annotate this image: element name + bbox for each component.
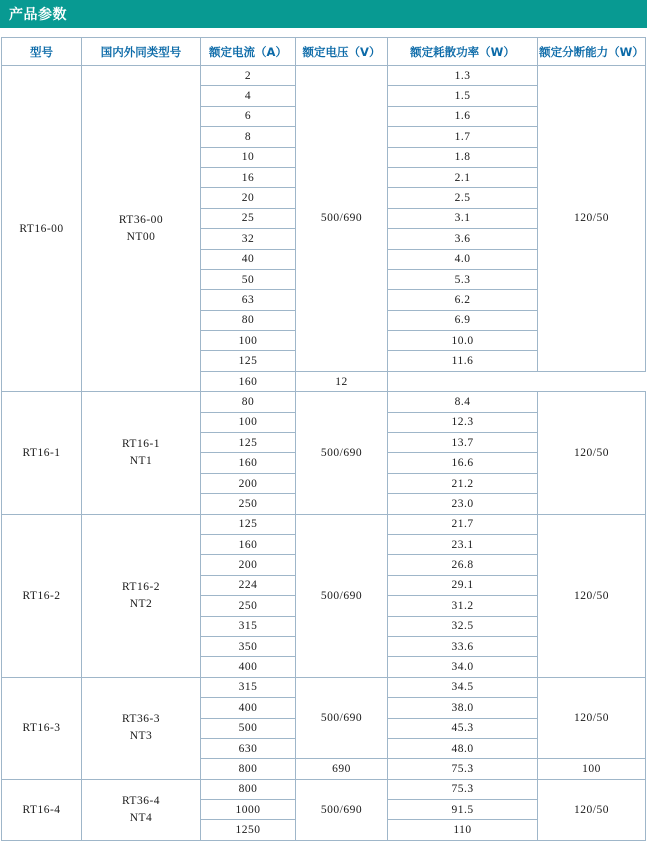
cell-rated-dissipation: 32.5: [388, 616, 538, 636]
equivalent-model-line: RT36-3: [121, 713, 161, 726]
cell-rated-current: 8: [201, 127, 296, 147]
cell-rated-current: 800: [201, 779, 296, 799]
cell-equivalent-models: [82, 392, 201, 514]
cell-rated-dissipation: 1.3: [388, 66, 538, 86]
cell-model: RT16-4: [2, 779, 82, 840]
cell-rated-dissipation: 34.0: [388, 657, 538, 677]
cell-rated-current: 100: [201, 412, 296, 432]
cell-rated-current: 6: [201, 106, 296, 126]
cell-model: RT16-2: [2, 514, 82, 677]
cell-rated-current: 250: [201, 596, 296, 616]
cell-rated-dissipation: 21.7: [388, 514, 538, 534]
table-body: [2, 66, 646, 841]
cell-model: RT16-00: [2, 66, 82, 392]
cell-rated-current: 16: [201, 167, 296, 187]
column-header-rated-current: 额定电流（A）: [201, 38, 296, 66]
cell-rated-dissipation: 8.4: [388, 392, 538, 412]
cell-rated-voltage: 500/690: [296, 66, 388, 372]
cell-rated-voltage: 500/690: [296, 392, 388, 514]
cell-rated-dissipation: 1.6: [388, 106, 538, 126]
cell-rated-dissipation: 48.0: [388, 738, 538, 758]
cell-rated-current: 100: [201, 331, 296, 351]
cell-rated-dissipation: 2.1: [388, 167, 538, 187]
cell-rated-dissipation: 110: [388, 820, 538, 840]
cell-rated-current: 4: [201, 86, 296, 106]
cell-rated-dissipation: 34.5: [388, 677, 538, 697]
cell-breaking-capacity: 120/50: [538, 514, 646, 677]
cell-rated-dissipation: 11.6: [388, 351, 538, 371]
table-row: [2, 779, 646, 799]
cell-rated-current: 160: [201, 453, 296, 473]
equivalent-model-line: NT2: [129, 597, 153, 610]
cell-rated-dissipation: 12.3: [388, 412, 538, 432]
cell-breaking-capacity: 120/50: [538, 779, 646, 840]
cell-rated-current: 350: [201, 636, 296, 656]
equivalent-model-line: NT4: [129, 811, 153, 824]
cell-rated-current: 125: [201, 514, 296, 534]
cell-rated-current: 63: [201, 290, 296, 310]
equivalent-model-line: RT16-1: [121, 437, 161, 450]
cell-rated-dissipation: 2.5: [388, 188, 538, 208]
cell-rated-current: 20: [201, 188, 296, 208]
cell-equivalent-models: [82, 514, 201, 677]
cell-rated-current: 315: [201, 677, 296, 697]
cell-rated-dissipation: 16.6: [388, 453, 538, 473]
cell-rated-voltage: 690: [296, 759, 388, 779]
cell-rated-current: 160: [201, 534, 296, 554]
cell-rated-current: 32: [201, 229, 296, 249]
cell-breaking-capacity: 120/50: [538, 392, 646, 514]
cell-equivalent-models: [82, 677, 201, 779]
cell-rated-dissipation: 31.2: [388, 596, 538, 616]
cell-model: RT16-3: [2, 677, 82, 779]
equivalent-model-line: NT3: [129, 730, 153, 743]
cell-rated-voltage: 500/690: [296, 514, 388, 677]
cell-rated-current: 1250: [201, 820, 296, 840]
cell-rated-dissipation: 33.6: [388, 636, 538, 656]
cell-rated-dissipation: 6.2: [388, 290, 538, 310]
section-title-bar: [0, 0, 647, 28]
cell-rated-dissipation: 13.7: [388, 433, 538, 453]
cell-rated-current: 224: [201, 575, 296, 595]
table-row: [2, 677, 646, 697]
cell-rated-current: 80: [201, 310, 296, 330]
cell-rated-dissipation: 1.8: [388, 147, 538, 167]
product-parameters-table: [1, 37, 646, 841]
cell-rated-current: 10: [201, 147, 296, 167]
cell-rated-current: 250: [201, 494, 296, 514]
cell-rated-dissipation: 23.1: [388, 534, 538, 554]
cell-rated-voltage: 500/690: [296, 677, 388, 759]
cell-rated-dissipation: 1.7: [388, 127, 538, 147]
section-title: 产品参数: [9, 7, 67, 23]
cell-rated-current: 40: [201, 249, 296, 269]
cell-rated-dissipation: 6.9: [388, 310, 538, 330]
cell-rated-current: 200: [201, 473, 296, 493]
cell-rated-current: 1000: [201, 800, 296, 820]
cell-rated-current: 80: [201, 392, 296, 412]
cell-rated-dissipation: 75.3: [388, 779, 538, 799]
cell-rated-current: 315: [201, 616, 296, 636]
cell-rated-dissipation: 21.2: [388, 473, 538, 493]
cell-breaking-capacity: 120/50: [538, 677, 646, 759]
cell-rated-current: 500: [201, 718, 296, 738]
cell-rated-dissipation: 12: [296, 371, 388, 391]
cell-rated-dissipation: 1.5: [388, 86, 538, 106]
cell-equivalent-models: [82, 779, 201, 840]
cell-rated-current: 50: [201, 269, 296, 289]
column-header-model: 型号: [2, 38, 82, 66]
cell-rated-current: 25: [201, 208, 296, 228]
cell-rated-current: 630: [201, 738, 296, 758]
table-row: [2, 66, 646, 86]
table-header-row: [2, 38, 646, 66]
cell-rated-dissipation: 10.0: [388, 331, 538, 351]
cell-rated-dissipation: 3.6: [388, 229, 538, 249]
equivalent-model-line: NT1: [129, 454, 153, 467]
cell-breaking-capacity: 120/50: [538, 66, 646, 372]
cell-rated-dissipation: 91.5: [388, 800, 538, 820]
equivalent-model-line: RT36-4: [121, 794, 161, 807]
cell-rated-dissipation: 29.1: [388, 575, 538, 595]
column-header-equivalent-models: 国内外同类型号: [82, 38, 201, 66]
equivalent-model-line: RT16-2: [121, 580, 161, 593]
column-header-breaking-capacity: 额定分断能力（W）: [538, 38, 646, 66]
equivalent-model-line: RT36-00: [118, 213, 164, 226]
table-row: [2, 514, 646, 534]
cell-rated-current: 200: [201, 555, 296, 575]
cell-rated-dissipation: 23.0: [388, 494, 538, 514]
table-row: [2, 392, 646, 412]
cell-rated-dissipation: 75.3: [388, 759, 538, 779]
cell-rated-dissipation: 5.3: [388, 269, 538, 289]
cell-rated-current: 400: [201, 657, 296, 677]
cell-rated-current: 2: [201, 66, 296, 86]
cell-rated-current: 125: [201, 351, 296, 371]
cell-equivalent-models: [82, 66, 201, 392]
cell-rated-dissipation: 38.0: [388, 698, 538, 718]
cell-rated-current: 400: [201, 698, 296, 718]
cell-rated-dissipation: 3.1: [388, 208, 538, 228]
cell-rated-dissipation: 4.0: [388, 249, 538, 269]
cell-rated-dissipation: 45.3: [388, 718, 538, 738]
table-header: [2, 38, 646, 66]
column-header-rated-voltage: 额定电压（V）: [296, 38, 388, 66]
column-header-rated-dissipation: 额定耗散功率（W）: [388, 38, 538, 66]
cell-rated-voltage: 500/690: [296, 779, 388, 840]
equivalent-model-line: NT00: [126, 230, 156, 243]
cell-model: RT16-1: [2, 392, 82, 514]
cell-rated-current: 125: [201, 433, 296, 453]
cell-rated-current: 800: [201, 759, 296, 779]
cell-rated-dissipation: 26.8: [388, 555, 538, 575]
cell-rated-current: 160: [201, 371, 296, 391]
cell-breaking-capacity: 100: [538, 759, 646, 779]
